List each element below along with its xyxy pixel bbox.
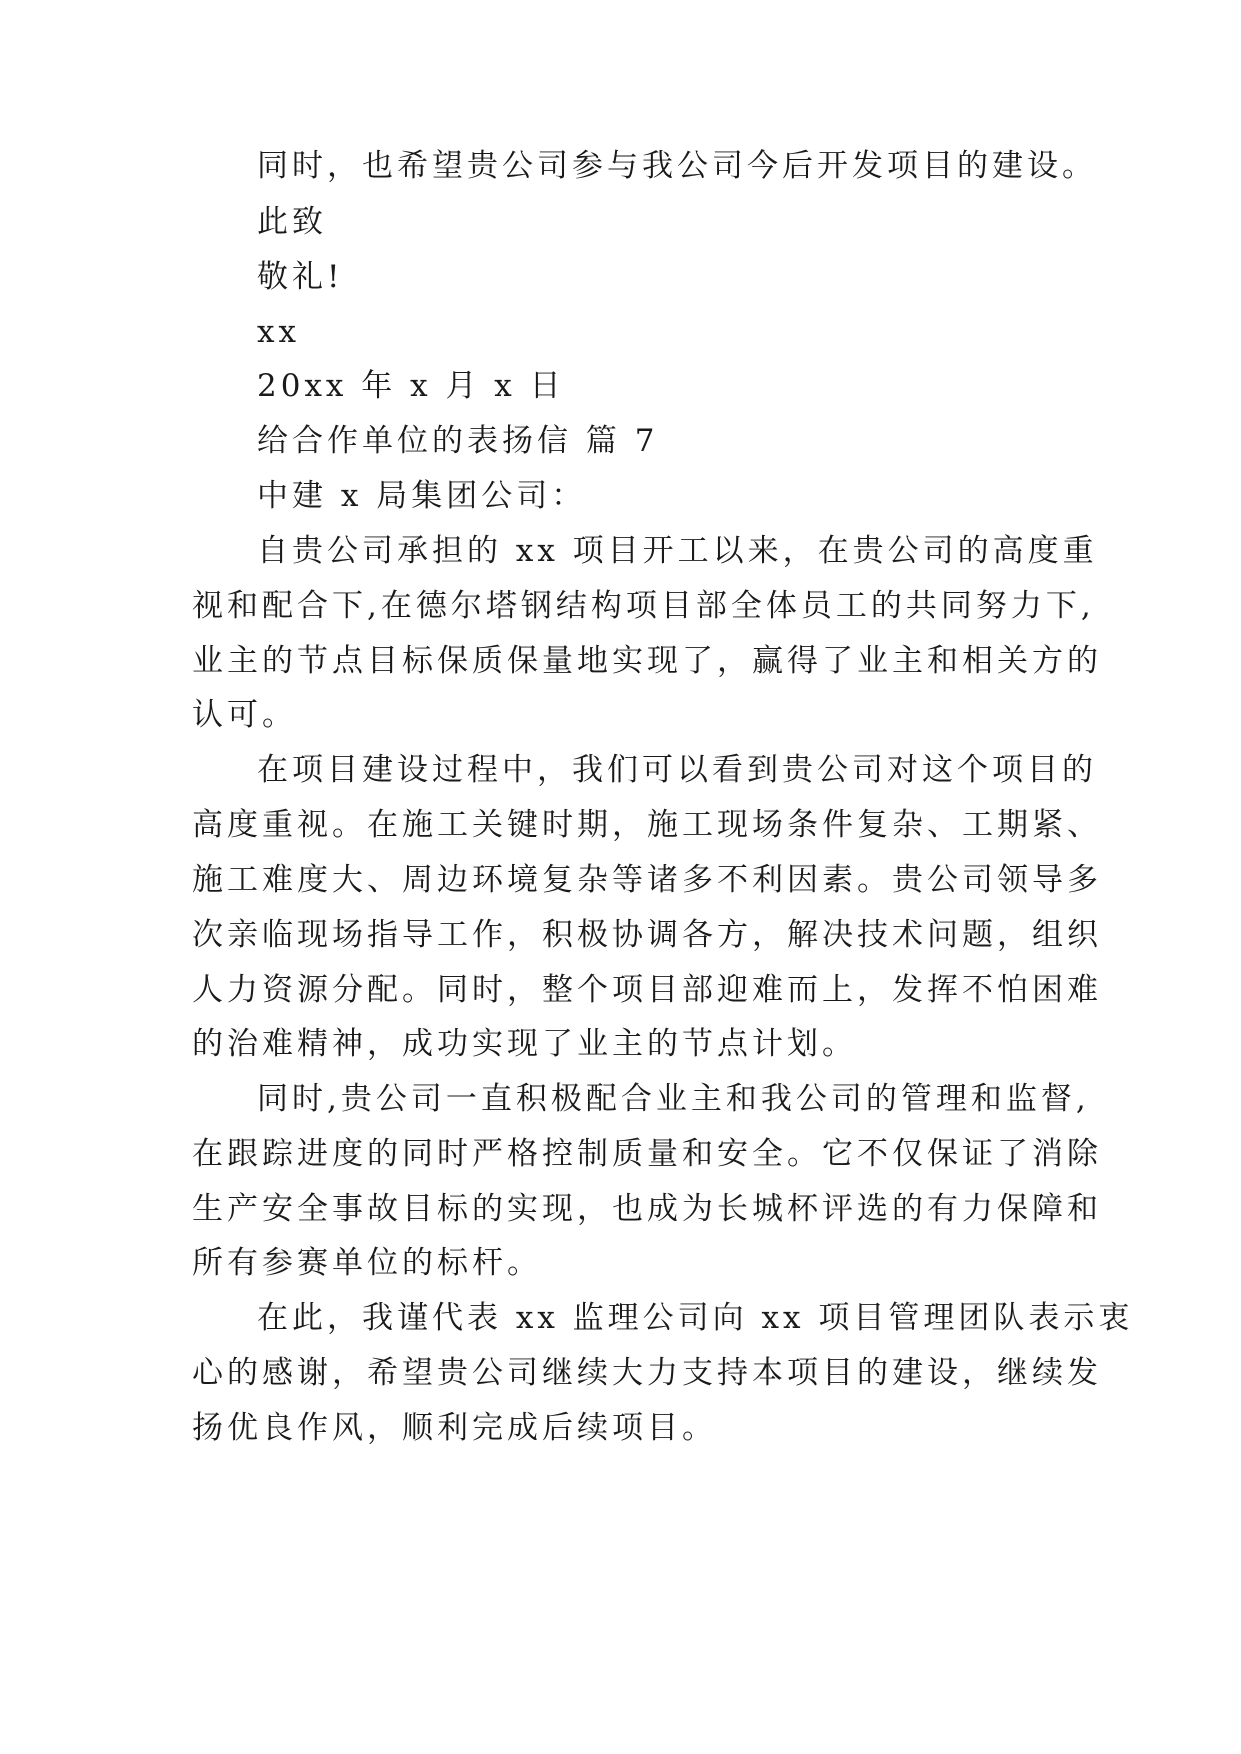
signature-date: 20xx 年 x 月 x 日 [257, 368, 565, 404]
signature-name: xx [257, 314, 300, 350]
paragraph-1-line-2: 视和配合下,在德尔塔钢结构项目部全体员工的共同努力下, [192, 588, 1095, 624]
paragraph-3-line-4: 所有参赛单位的标杆。 [192, 1245, 542, 1281]
paragraph-4-line-1: 在此，我谨代表 xx 监理公司向 xx 项目管理团队表示衷 [257, 1300, 1134, 1336]
section-title: 给合作单位的表扬信 篇 7 [257, 423, 659, 459]
paragraph-2-line-1: 在项目建设过程中，我们可以看到贵公司对这个项目的 [257, 752, 1097, 788]
paragraph-2-line-4: 次亲临现场指导工作，积极协调各方，解决技术问题，组织 [192, 917, 1102, 953]
paragraph-1-line-1: 自贵公司承担的 xx 项目开工以来，在贵公司的高度重 [257, 533, 1098, 569]
salutation-ci-zhi: 此致 [257, 204, 327, 240]
paragraph-1-line-4: 认可。 [192, 697, 297, 733]
paragraph-1-line-3: 业主的节点目标保质保量地实现了，赢得了业主和相关方的 [192, 643, 1102, 679]
paragraph-2-line-5: 人力资源分配。同时，整个项目部迎难而上，发挥不怕困难 [192, 972, 1102, 1008]
paragraph-3-line-1: 同时,贵公司一直积极配合业主和我公司的管理和监督, [257, 1081, 1090, 1117]
paragraph-4-line-2: 心的感谢，希望贵公司继续大力支持本项目的建设，继续发 [192, 1355, 1102, 1391]
salutation-jing-li: 敬礼! [257, 259, 344, 295]
paragraph-3-line-3: 生产安全事故目标的实现，也成为长城杯评选的有力保障和 [192, 1191, 1102, 1227]
paragraph-2-line-6: 的治难精神，成功实现了业主的节点计划。 [192, 1026, 857, 1062]
paragraph-4-line-3: 扬优良作风，顺利完成后续项目。 [192, 1410, 717, 1446]
paragraph-2-line-2: 高度重视。在施工关键时期，施工现场条件复杂、工期紧、 [192, 807, 1102, 843]
paragraph-2-line-3: 施工难度大、周边环境复杂等诸多不利因素。贵公司领导多 [192, 862, 1102, 898]
paragraph-3-line-2: 在跟踪进度的同时严格控制质量和安全。它不仅保证了消除 [192, 1136, 1102, 1172]
letter-addressee: 中建 x 局集团公司： [257, 478, 587, 514]
closing-paragraph-line: 同时，也希望贵公司参与我公司今后开发项目的建设。 [257, 148, 1097, 184]
